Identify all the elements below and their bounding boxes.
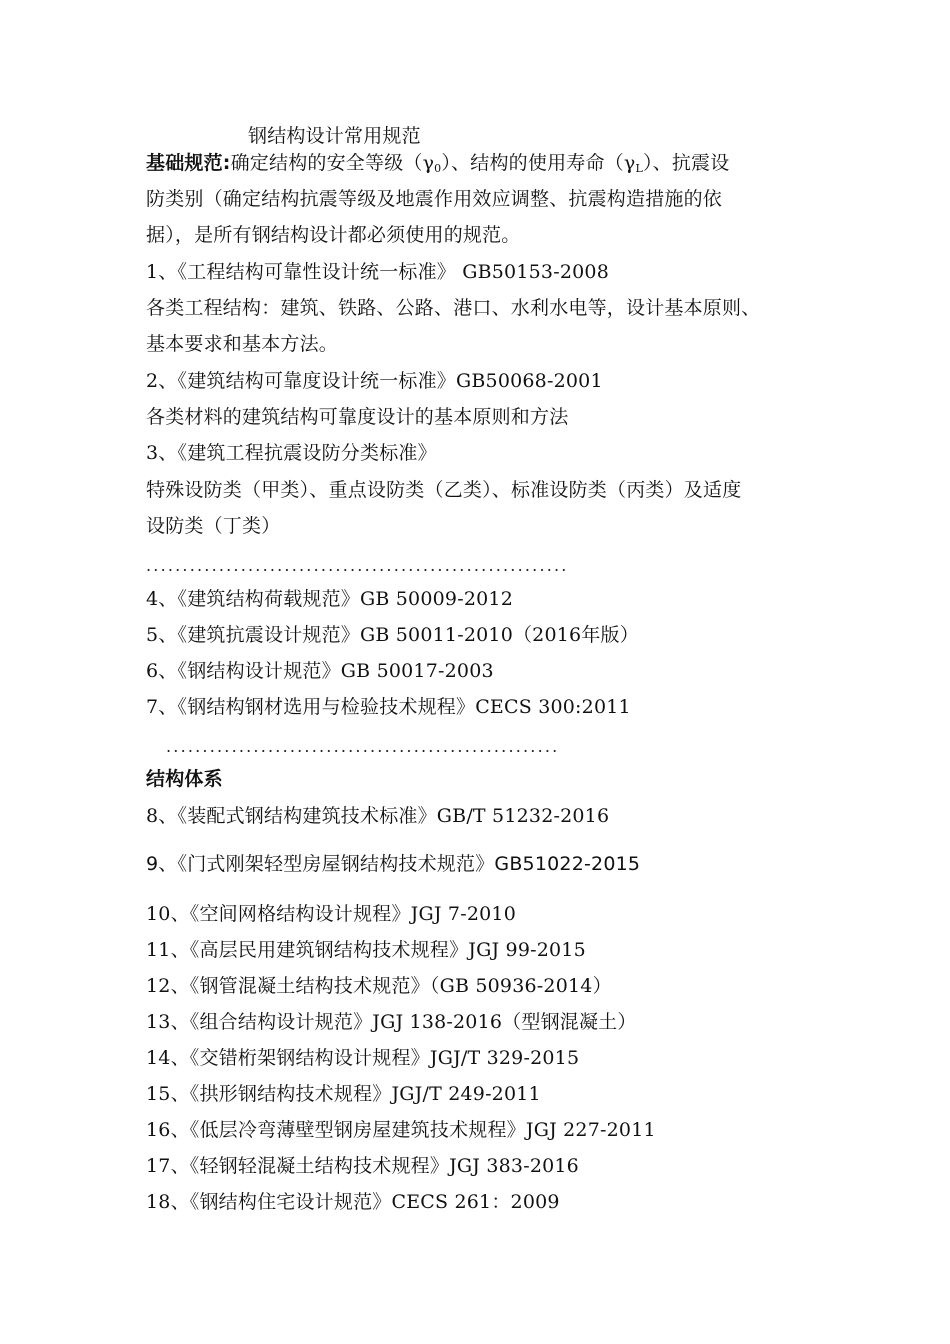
spec-item-3-desc-line-2: 设防类（丁类） [146,515,281,537]
spec-item-12: 12、《钢管混凝土结构技术规范》（GB 50936-2014） [146,975,612,997]
spec-item-3-desc-line-1: 特殊设防类（甲类）、重点设防类（乙类）、标准设防类（丙类）及适度 [146,479,742,501]
basic-spec-text-a: 确定结构的安全等级（γ [230,152,435,174]
spec-item-3: 3、《建筑工程抗震设防分类标准》 [146,442,437,464]
spec-item-1-desc-line-2: 基本要求和基本方法。 [146,333,339,355]
gamma-subscript-l: L [635,162,643,175]
spec-item-16: 16、《低层冷弯薄壁型钢房屋建筑技术规程》JGJ 227-2011 [146,1119,656,1141]
spec-item-10: 10、《空间网格结构设计规程》JGJ 7-2010 [146,903,516,925]
basic-spec-paragraph-line-1 [146,151,729,181]
spec-item-2-desc: 各类材料的建筑结构可靠度设计的基本原则和方法 [146,406,569,428]
basic-spec-label: 基础规范: [146,152,231,174]
page-title: 钢结构设计常用规范 [248,125,421,147]
spec-item-8: 8、《装配式钢结构建筑技术标准》GB/T 51232-2016 [146,805,610,827]
dotted-separator-2: ...................................................... [166,737,560,756]
spec-item-17: 17、《轻钢轻混凝土结构技术规程》JGJ 383-2016 [146,1155,579,1177]
spec-item-11: 11、《高层民用建筑钢结构技术规程》JGJ 99-2015 [146,939,586,961]
spec-item-5: 5、《建筑抗震设计规范》GB 50011-2010（2016年版） [146,624,639,646]
spec-item-1-desc-line-1: 各类工程结构：建筑、铁路、公路、港口、水利水电等，设计基本原则、 [146,297,761,319]
spec-item-9: 9、《门式刚架轻型房屋钢结构技术规范》GB51022-2015 [146,853,641,875]
section-heading-structural-system: 结构体系 [146,768,223,790]
spec-item-1: 1、《工程结构可靠性设计统一标准》 GB50153-2008 [146,261,609,283]
basic-spec-paragraph-line-3: 据），是所有钢结构设计都必须使用的规范。 [146,224,521,246]
basic-spec-text-b: ）、结构的使用寿命（γ [441,152,636,174]
spec-item-4: 4、《建筑结构荷载规范》GB 50009-2012 [146,588,513,610]
gamma-subscript-0: 0 [434,162,442,175]
spec-item-6: 6、《钢结构设计规范》GB 50017-2003 [146,660,494,682]
spec-item-7: 7、《钢结构钢材选用与检验技术规程》CECS 300:2011 [146,696,631,718]
basic-spec-text-c: ）、抗震设 [642,152,730,174]
spec-item-2: 2、《建筑结构可靠度设计统一标准》GB50068-2001 [146,370,603,392]
spec-item-15: 15、《拱形钢结构技术规程》JGJ/T 249-2011 [146,1083,541,1105]
spec-item-13: 13、《组合结构设计规范》JGJ 138-2016（型钢混凝土） [146,1011,637,1033]
spec-item-18: 18、《钢结构住宅设计规范》CECS 261：2009 [146,1191,560,1213]
spec-item-14: 14、《交错桁架钢结构设计规程》JGJ/T 329-2015 [146,1047,580,1069]
basic-spec-paragraph-line-2: 防类别（确定结构抗震等级及地震作用效应调整、抗震构造措施的依 [146,188,723,210]
dotted-separator-1: .......................................................... [146,556,569,575]
